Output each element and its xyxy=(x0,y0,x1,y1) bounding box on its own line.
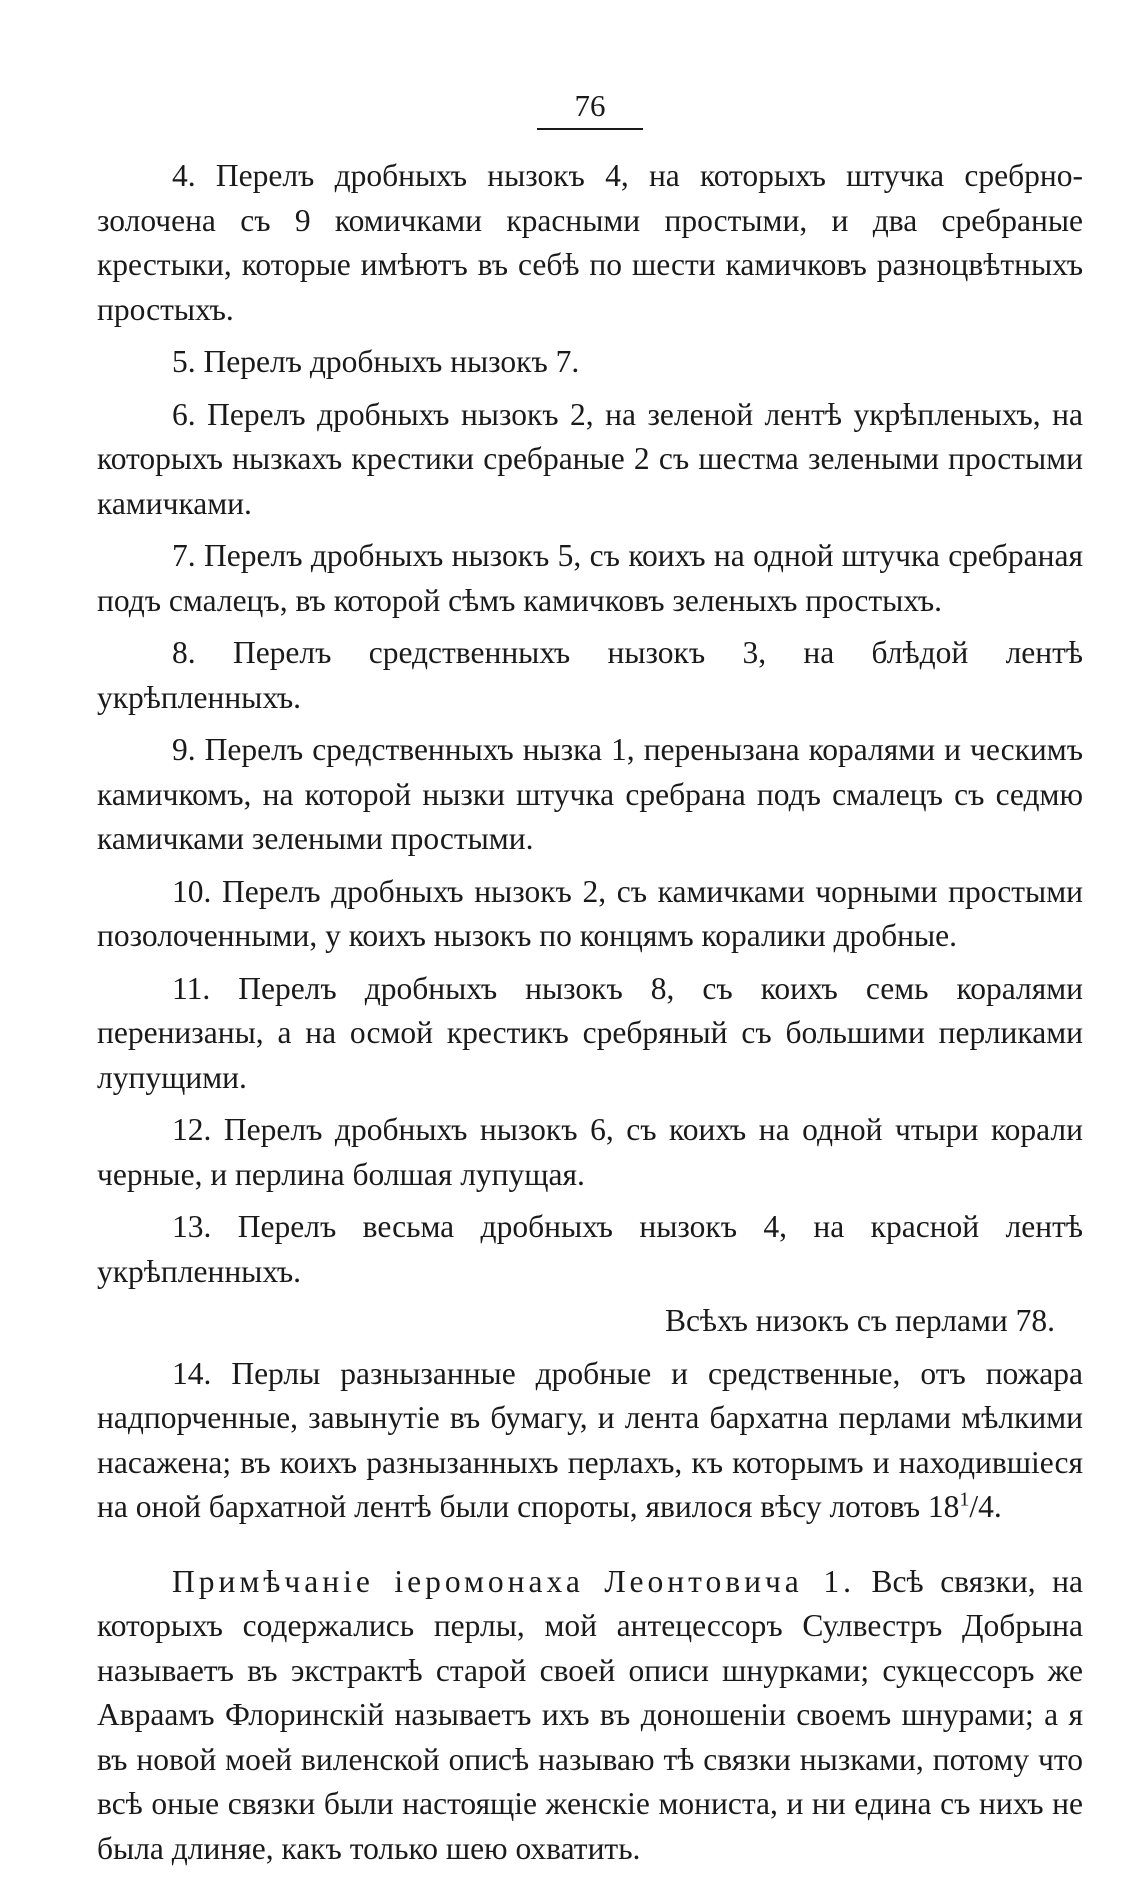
entry-12: 12. Перелъ дробныхъ нызокъ 6, съ коихъ на одной чтыри корали черные, и перлина болшая лупущая. xyxy=(97,1112,1083,1192)
page-number: 76 xyxy=(574,88,606,123)
body-text xyxy=(97,154,1083,1871)
entry-14-text: 14. Перлы разнызанные дробные и средственные, отъ пожара надпорченные, завынутіе въ бумагу, и лента бархатна перлами мѣлкими насажена; въ коихъ разнызанныхъ перлахъ, къ которымъ и находившіеся на оной бархатной лентѣ были спороты, явилося вѣсу лотовъ xyxy=(97,1355,1083,1524)
entry-10: 10. Перелъ дробныхъ нызокъ 2, съ камичками чорными простыми позолоченными, у коихъ нызокъ по концямъ коралики дробные. xyxy=(97,873,1083,953)
amount-fraction-denominator: /4 xyxy=(969,1489,994,1524)
total-line: Всѣхъ низокъ съ перлами 78. xyxy=(664,1303,1055,1338)
entry-4: 4. Перелъ дробныхъ нызокъ 4, на которыхъ штучка сребрно-золочена съ 9 комичками красными простыми, и два сребраные крестыки, которые имѣютъ въ себѣ по шести камичковъ разноцвѣтныхъ простыхъ. xyxy=(97,158,1083,327)
entry-9: 9. Перелъ средственныхъ нызка 1, перенызана коралями и ческимъ камичкомъ, на которой нызки штучка сребрана подъ смалецъ съ седмю камичками зелеными простыми. xyxy=(97,732,1083,856)
entry-14 xyxy=(97,1352,1083,1530)
entry-6: 6. Перелъ дробныхъ нызокъ 2, на зеленой лентѣ укрѣпленыхъ, на которыхъ нызкахъ крестики сребраные 2 съ шестма зелеными простыми камичками. xyxy=(97,396,1083,521)
note-heading: Примѣчаніе іеромонаха Леонтовича 1. xyxy=(172,1563,855,1599)
entry-7: 7. Перелъ дробныхъ нызокъ 5, съ коихъ на одной штучка сребраная подъ смалецъ, въ которой сѣмъ камичковъ зеленыхъ простыхъ. xyxy=(97,538,1083,618)
entry-11: 11. Перелъ дробныхъ нызокъ 8, съ коихъ семь коралями перенизаны, а на осмой крестикъ сребряный съ большими перликами лупущими. xyxy=(97,970,1083,1095)
entry-8: 8. Перелъ средственныхъ нызокъ 3, на блѣдой лентѣ укрѣпленныхъ. xyxy=(97,635,1083,715)
amount-fraction-numerator: 1 xyxy=(959,1488,970,1511)
entry-13: 13. Перелъ весьма дробныхъ нызокъ 4, на красной лентѣ укрѣпленныхъ. xyxy=(97,1209,1083,1289)
entry-5: 5. Перелъ дробныхъ нызокъ 7. xyxy=(172,344,580,379)
note-paragraph xyxy=(97,1560,1083,1872)
entry-14-amount xyxy=(928,1489,994,1524)
amount-whole: 18 xyxy=(927,1489,960,1524)
entry-14-end: . xyxy=(993,1489,1002,1524)
page-number-rule xyxy=(537,128,643,130)
note-text: Всѣ связки, на которыхъ содержались перлы, мой антецессоръ Сулвестръ Добрына называетъ въ экстрактѣ старой своей описи шнурками; сукцессоръ же Авраамъ Флоринскій называетъ ихъ въ доношеніи своемъ шнурами; а я въ новой моей виленской описѣ называю тѣ связки нызками, потому что всѣ оные связки были настоящіе женскіе мониста, и ни едина съ нихъ не была длиняе, какъ только шею охватить. xyxy=(97,1563,1084,1866)
